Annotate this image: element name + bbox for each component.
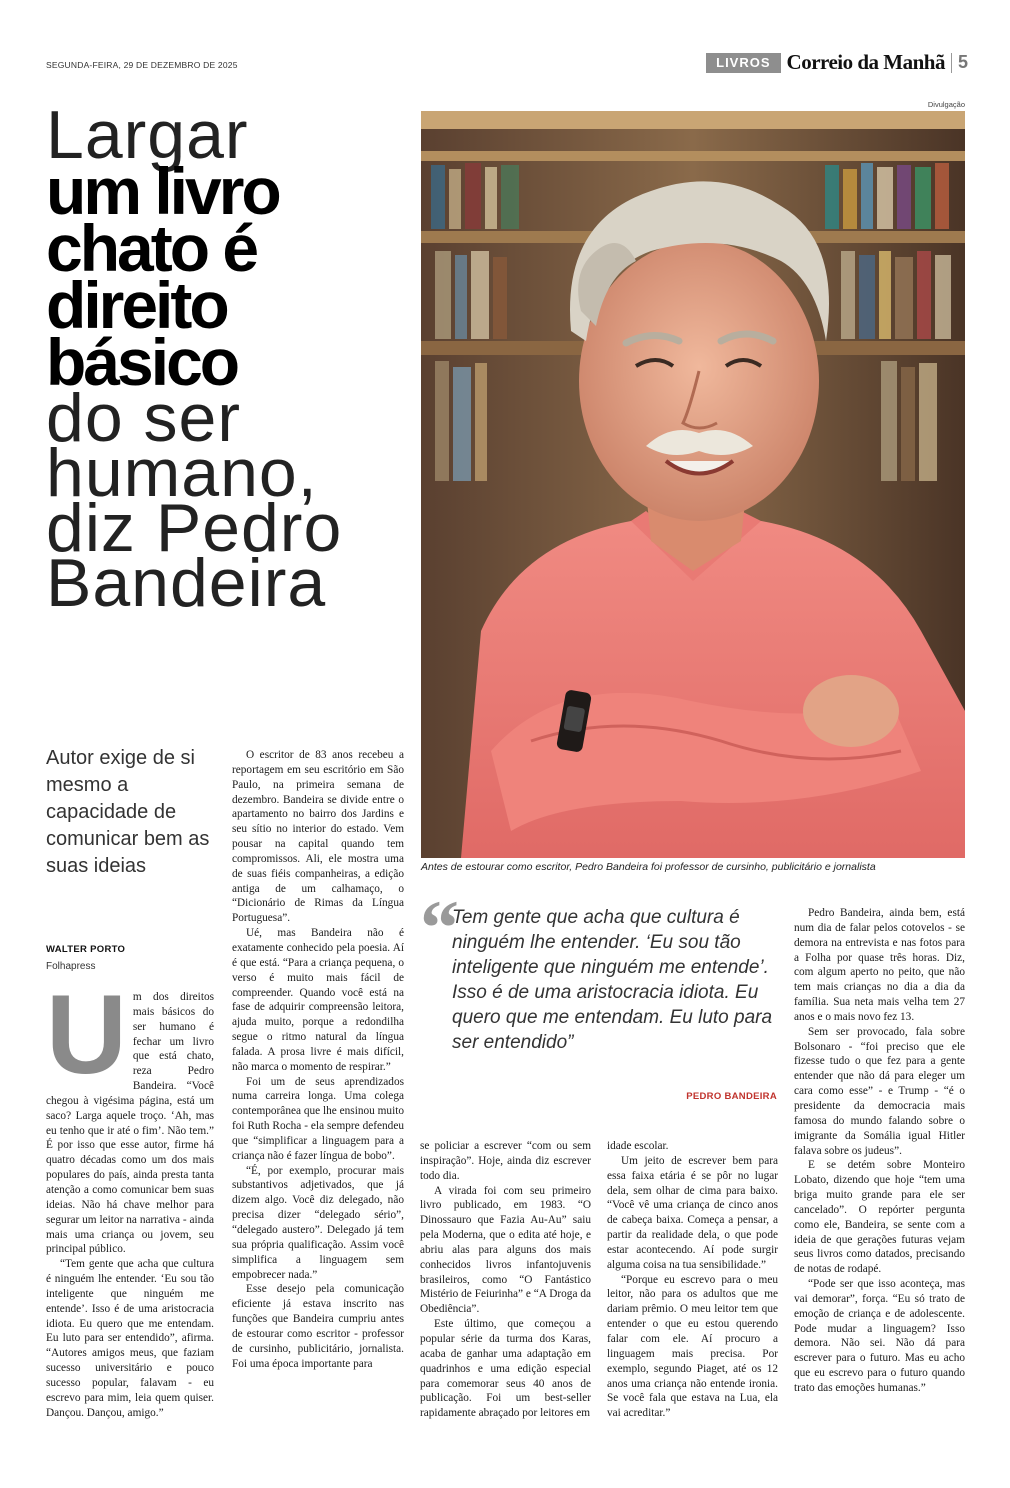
article-column-5 [794,906,965,1396]
paragraph: “Tem gente que acha que cultura é ninguém lhe entender. ‘Eu sou tão inteligente que ninguém me entende’. Isso é de uma aristocracia idiota. Eu quero que me entendam. Eu luto para ser entendido”, afirma. “Autores amigos meus, que faziam sucesso universitário e pouco sucesso popular, falavam - eu escrevo para mim, leia quem quiser. Dançou. Dançou, amigo.” [46,1258,214,1419]
paragraph: “Porque eu escrevo para o meu leitor, não para os adultos que me dariam prêmio. O meu leitor tem que entender o que eu estou querendo falar com ele. Aí procuro a linguagem mais precisa. Por exemplo, segundo Piaget, até os 12 anos uma criança não entende ironia. Se você fala que estava na Lua, ela vai acreditar.” [607,1273,778,1420]
paragraph: O escritor de 83 anos recebeu a reportagem em seu escritório em São Paulo, na primeira semana de dezembro. Bandeira se divide entre o apartamento no bairro dos Jardins e seu sítio no interior do estado. Vem pousar na capital quando tem compromissos. Ali, ele mostra uma de suas fiéis companheiras, a edição antiga de um calhamaço, o “Dicionário de Rimas da Língua Portuguesa”. [232,749,404,925]
paragraph: Sem ser provocado, fala sobre Bolsonaro - “foi preciso que ele fizesse tudo o que fez para a gente entender que não dá para eleger um cara como esse” - e Trump - “é o presidente da democracia mais famosa do mundo falando sobre o imigrante da Somália igual Hitler falava sobre os judeus”. [794,1025,965,1157]
photo-caption: Antes de estourar como escritor, Pedro Bandeira foi professor de cursinho, publicitário e jornalista [421,861,876,873]
article-lead: Autor exige de si mesmo a capacidade de comunicar bem as suas ideias [46,747,210,877]
article-column-4 [607,1139,778,1421]
paragraph: Um jeito de escrever bem para essa faixa etária é se pôr no lugar dela, sem olhar de cima para baixo. “Você vê uma criança de cinco anos de cabeça baixa. Começa a pensar, a partir da realidade dela, o que pode estar acontecendo. Aí pode surgir alguma coisa na tua sensibilidade.” [607,1154,778,1271]
headline-bold-line: chato é [46,211,257,285]
headline-line: do ser [46,380,241,456]
portrait-illustration [421,111,965,858]
byline-agency: Folhapress [46,961,96,972]
photo-credit: Divulgação [927,100,965,109]
pull-quote-author: PEDRO BANDEIRA [686,1091,777,1102]
author-portrait-photo [421,111,965,858]
paragraph: E se detém sobre Monteiro Lobato, dizendo que hoje “tem uma briga muito grande para ele ser cancelado”. O repórter pergunta como ele, Bandeira, se sente com a ideia de que gerações futuras vejam seus livros como datados, precisando de notas de rodapé. [794,1159,965,1276]
paragraph: Este último, que começou a popular série da turma dos Karas, acaba de ganhar uma adaptação em quadrinhos e uma edição especial para comemorar seus 40 anos de publicação. Foi um best-seller rapidamente abraçado por leitores em [420,1318,591,1420]
headline-line: Bandeira [46,545,327,621]
paragraph: Ué, mas Bandeira não é exatamente conhecido pela poesia. Aí é que está. “Para a criança pequena, o verso é muito mais fácil de compreender. Quando você está na fase de adquirir compreensão leitora, ajuda muito, porque a redondilha segue o ritmo natural da língua falada. A prosa livre é mais difícil, não marca o momento de respirar.” [232,927,404,1073]
headline-bold-line: direito [46,268,227,342]
paragraph: Pedro Bandeira, ainda bem, está num dia de falar pelos cotovelos - se demora na entrevista e nas fotos para a Folha por quase três horas. Diz, com algum aperto no peito, que não tem mais crianças no dia a dia da família. Sua neta mais velha tem 27 anos e o mais novo fez 13. [794,907,965,1023]
paragraph: A virada foi com seu primeiro livro publicado, em 1983. “O Dinossauro que Fazia Au-Au” saiu pela Moderna, que o edita até hoje, e abriu alas para alguns dos mais conhecidos livros infantojuvenis brasileiros, como “O Fantástico Mistério de Feiurinha” e “A Droga da Obediência”. [420,1184,591,1316]
headline [46,97,426,621]
headline-line: diz Pedro [46,490,343,566]
drop-cap: U [46,972,127,1097]
headline-bold-line: básico [46,325,238,399]
edition-date: SEGUNDA-FEIRA, 29 DE DEZEMBRO DE 2025 [46,60,238,70]
section-label: LIVROS [706,53,780,73]
paragraph: “É, por exemplo, procurar mais substantivos adjetivados, que já dizem algo. Você diz delegado, não precisa dizer “delegado sério”, “delegado austero”. Delegado já tem sua própria qualificação. Assim você simplifica a linguagem sem empobrecer nada.” [232,1164,404,1281]
article-column-3 [420,1139,591,1421]
byline-author: WALTER PORTO [46,944,126,955]
newspaper-logo: Correio da Manhã [786,50,945,74]
article-column-1 [46,972,214,1420]
paragraph: idade escolar. [607,1140,669,1152]
masthead-divider [951,53,952,73]
masthead [706,50,968,75]
quote-mark-icon: “ [420,884,459,971]
page-number: 5 [957,52,968,72]
paragraph: “Pode ser que isso aconteça, mas vai demorar”, força. “Eu só trato de emoção de criança e de adolescente. Pode mudar a linguagem? Isso demora. Não sei. Não dá para escrever para o futuro. Mas eu acho que eu escrevo para o futuro quando trato das emoções humanas.” [794,1278,965,1394]
paragraph: Foi um de seus aprendizados numa carreira longa. Uma colega contemporânea que lhe ensinou muito foi Ruth Rocha - ela sempre defendeu que “simplificar a linguagem para a criança não é fazer língua de bobo”. [232,1075,404,1162]
headline-bold-line: um livro [46,154,279,228]
article-column-2 [232,748,404,1371]
paragraph: se policiar a escrever “com ou sem inspiração”. Hoje, ainda diz escrever todo dia. [420,1140,591,1182]
headline-line: humano, [46,435,318,511]
headline-line: Largar [46,97,249,173]
pull-quote: Tem gente que acha que cultura é ninguém lhe entender. ‘Eu sou tão inteligente que ninguém me entende’. Isso é de uma aristocracia idiota. Eu quero que me entendam. Eu luto para ser entendido” [452,907,773,1053]
paragraph: m dos direitos mais básicos do ser humano é fechar um livro que está chato, reza Pedro Bandeira. “Você chegou à vigésima página, está um saco? Larga aquele troço. ‘Ah, mas eu tenho que ir até o fim’. Não tem.” É por isso que esse autor, firme há quatro décadas como um dos mais populares do país, ainda presta tanta atenção a como comunicar bem suas ideias. Não há chave melhor para segurar um leitor na narrativa - ainda mais uma criança ou jovem, seu principal público. [46,991,214,1256]
paragraph: Esse desejo pela comunicação eficiente já estava inscrito nas funções que Bandeira cumpriu antes de estourar como escritor - professor de cursinho, publicitário, jornalista. Foi uma época importante para [232,1283,404,1370]
